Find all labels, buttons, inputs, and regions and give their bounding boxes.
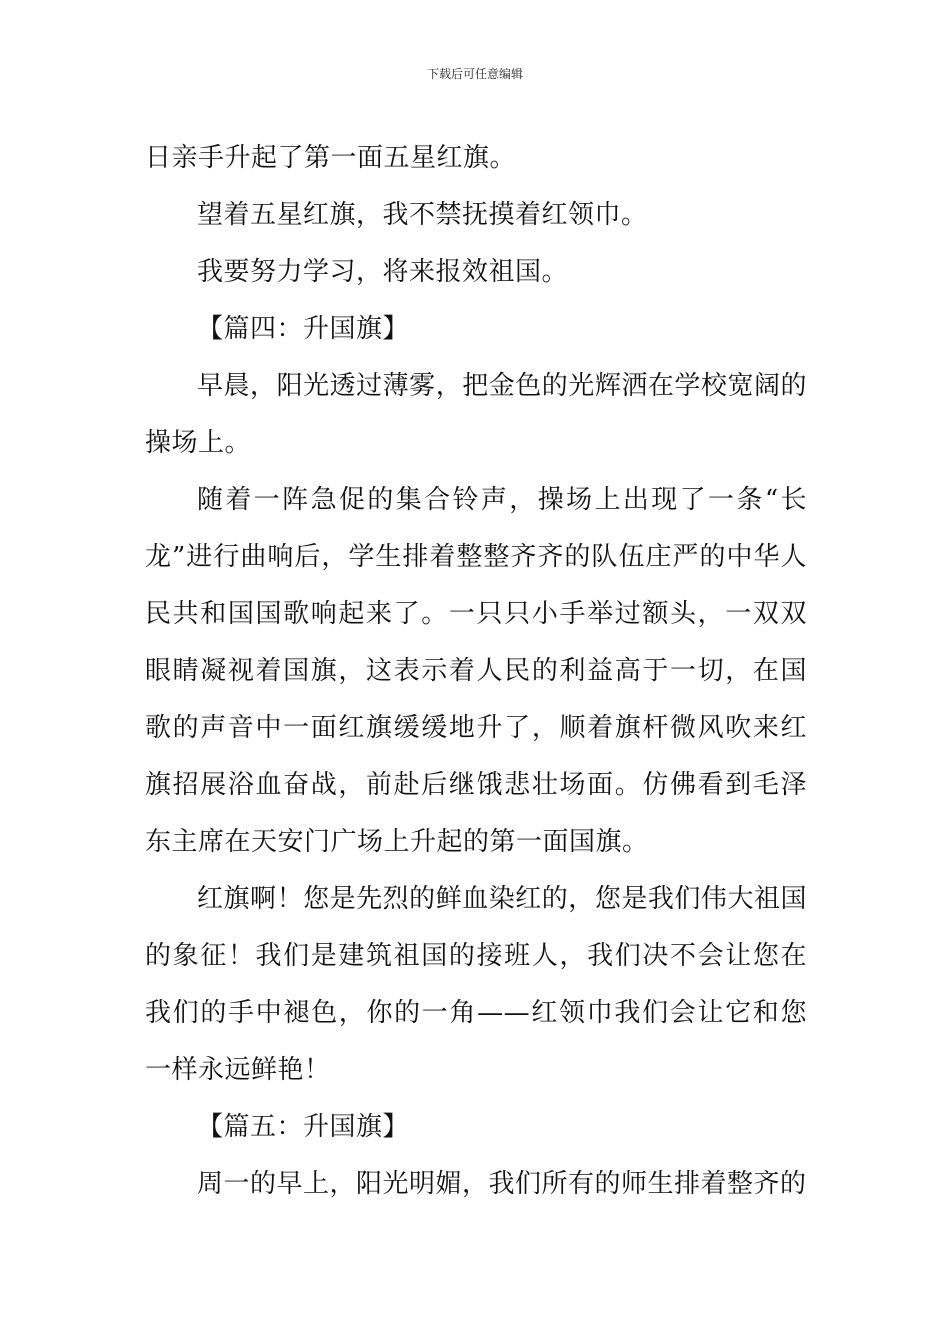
section-heading-4: 【篇四：升国旗】 xyxy=(197,314,410,344)
paragraph: 早晨，阳光透过薄雾，把金色的光辉洒在学校宽阔的操场上。 xyxy=(145,371,807,458)
page-header-note: 下载后可任意编辑 xyxy=(426,67,523,81)
paragraph: 我要努力学习，将来报效祖国。 xyxy=(197,257,569,287)
section-heading-5: 【篇五：升国旗】 xyxy=(197,1112,410,1142)
paragraph: 随着一阵急促的集合铃声，操场上出现了一条“长龙”进行曲响后，学生排着整整齐齐的队伍庄严的中华人民共和国国歌响起来了。一只只小手举过额头，一双双眼睛凝视着国旗，这表示着人民的利益高于一切，在国歌的声音中一面红旗缓缓地升了，顺着旗杆微风吹来红旗招展浴血奋战，前赴后继饿悲壮场面。仿佛看到毛泽东主席在天安门广场上升起的第一面国旗。 xyxy=(145,485,807,857)
paragraph: 望着五星红旗，我不禁抚摸着红领巾。 xyxy=(197,200,648,230)
paragraph: 红旗啊！您是先烈的鲜血染红的，您是我们伟大祖国的象征！我们是建筑祖国的接班人，我们决不会让您在我们的手中褪色，你的一角——红领巾我们会让它和您一样永远鲜艳！ xyxy=(145,884,807,1085)
paragraph: 周一的早上，阳光明媚，我们所有的师生排着整齐的 xyxy=(197,1169,807,1199)
document-body xyxy=(145,130,807,1213)
paragraph-continuation: 日亲手升起了第一面五星红旗。 xyxy=(145,143,517,173)
